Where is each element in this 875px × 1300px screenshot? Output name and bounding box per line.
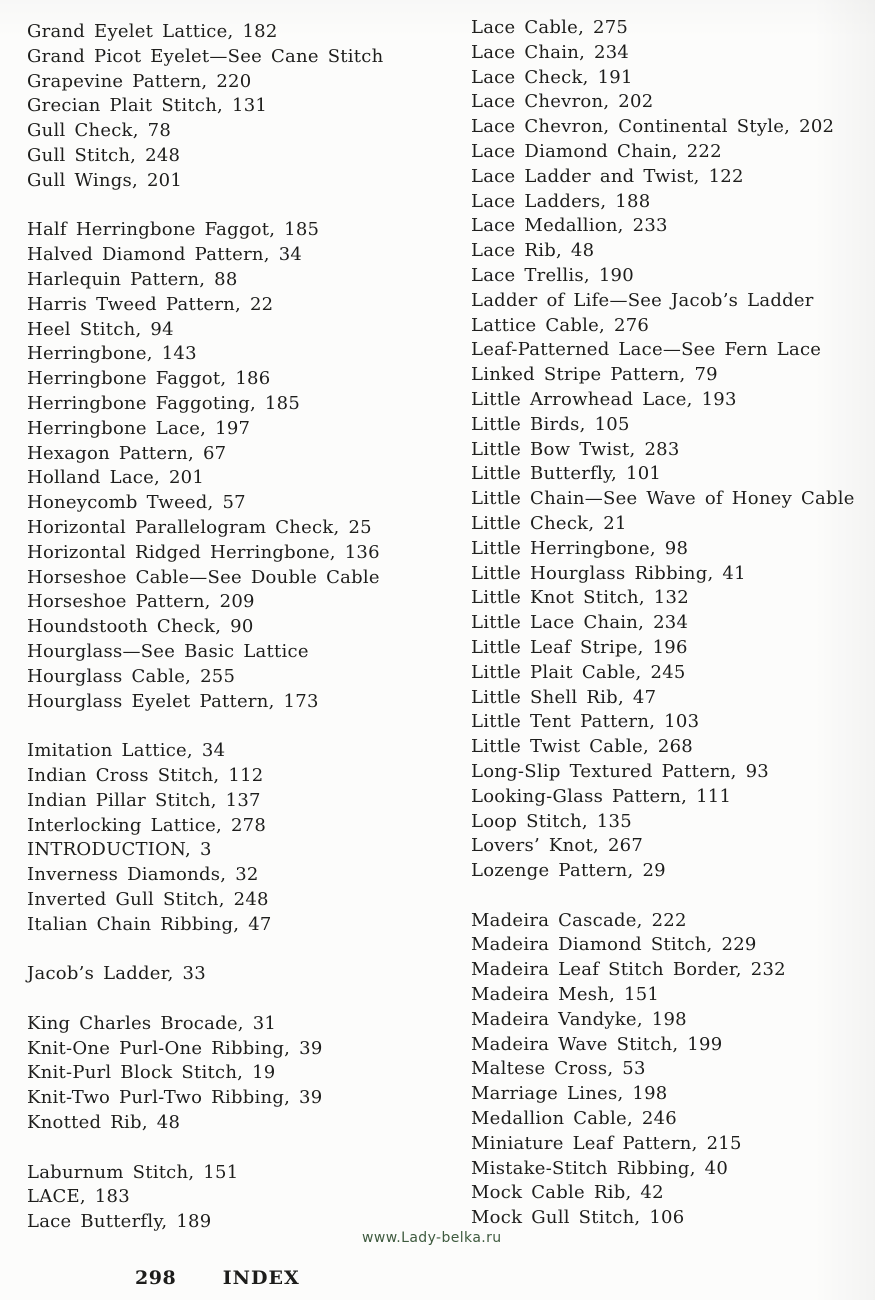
index-entry: Long-Slip Textured Pattern, 93 (471, 760, 770, 782)
index-entry: Little Twist Cable, 268 (471, 736, 694, 758)
index-group-gap (471, 884, 855, 909)
index-entry: Little Bow Twist, 283 (471, 438, 680, 460)
index-entry: Maltese Cross, 53 (471, 1058, 646, 1080)
index-entry: Little Arrowhead Lace, 193 (471, 388, 737, 410)
index-entry: Lovers’ Knot, 267 (471, 835, 644, 857)
index-entry: Horizontal Parallelogram Check, 25 (27, 516, 372, 538)
index-entry: Lace Chevron, Continental Style, 202 (471, 116, 835, 138)
index-entry: Looking-Glass Pattern, 111 (471, 785, 732, 807)
index-entry: Herringbone Faggoting, 185 (27, 392, 301, 414)
index-entry: Little Check, 21 (471, 512, 627, 534)
index-entry: Little Hourglass Ribbing, 41 (471, 562, 746, 584)
index-entry: Inverted Gull Stitch, 248 (27, 888, 269, 910)
index-entry: Interlocking Lattice, 278 (27, 814, 267, 836)
index-entry: King Charles Brocade, 31 (27, 1012, 277, 1034)
index-entry: Indian Cross Stitch, 112 (27, 764, 264, 786)
index-entry: Inverness Diamonds, 32 (27, 864, 259, 886)
index-entry: Mistake-Stitch Ribbing, 40 (471, 1157, 729, 1179)
index-entry: Medallion Cable, 246 (471, 1108, 677, 1130)
index-entry: Little Butterfly, 101 (471, 463, 662, 485)
index-entry: Italian Chain Ribbing, 47 (27, 913, 272, 935)
index-entry: Knit-Two Purl-Two Ribbing, 39 (27, 1087, 323, 1109)
index-entry: Harris Tweed Pattern, 22 (27, 293, 274, 315)
index-entry: INTRODUCTION, 3 (27, 839, 212, 861)
index-entry: Madeira Mesh, 151 (471, 984, 660, 1006)
index-entry: Gull Wings, 201 (27, 169, 183, 191)
index-entry: Little Knot Stitch, 132 (471, 587, 689, 609)
page-number: 298 (135, 1267, 177, 1289)
index-entry: Half Herringbone Faggot, 185 (27, 219, 320, 241)
index-entry: Mock Cable Rib, 42 (471, 1182, 664, 1204)
index-entry: Lace Cable, 275 (471, 17, 629, 38)
index-entry: Knit-One Purl-One Ribbing, 39 (27, 1037, 323, 1059)
index-entry: Lace Ladders, 188 (471, 190, 651, 212)
index-entry: Lozenge Pattern, 29 (471, 860, 666, 882)
index-entry: Grecian Plait Stitch, 131 (27, 95, 268, 117)
index-heading: INDEX (222, 1267, 300, 1289)
index-entry: Lattice Cable, 276 (471, 314, 650, 336)
index-entry: Harlequin Pattern, 88 (27, 268, 238, 290)
index-entry: Heel Stitch, 94 (27, 318, 174, 340)
index-entry: Houndstooth Check, 90 (27, 616, 254, 638)
index-group-gap (27, 937, 383, 962)
index-entry: Little Plait Cable, 245 (471, 661, 686, 683)
index-entry: Lace Butterfly, 189 (27, 1211, 212, 1233)
index-entry: Imitation Lattice, 34 (27, 740, 226, 762)
index-entry: Hourglass Eyelet Pattern, 173 (27, 690, 319, 712)
index-group-gap (27, 987, 383, 1012)
index-group-gap (27, 194, 383, 219)
index-entry: Little Tent Pattern, 103 (471, 711, 700, 733)
index-entry: Marriage Lines, 198 (471, 1083, 668, 1105)
index-entry: Little Herringbone, 98 (471, 537, 689, 559)
index-entry: Ladder of Life—See Jacob’s Ladder (471, 289, 814, 311)
index-entry: LACE, 183 (27, 1186, 130, 1208)
index-entry: Little Leaf Stripe, 196 (471, 636, 688, 658)
index-entry: Indian Pillar Stitch, 137 (27, 789, 261, 811)
index-entry: Horizontal Ridged Herringbone, 136 (27, 541, 380, 563)
index-entry: Gull Stitch, 248 (27, 144, 181, 166)
index-entry: Grand Picot Eyelet—See Cane Stitch (27, 45, 384, 67)
index-entry: Hexagon Pattern, 67 (27, 442, 227, 464)
index-entry: Herringbone Faggot, 186 (27, 368, 271, 390)
index-group-gap (27, 1136, 383, 1161)
watermark-url-text: www.Lady-belka.ru (362, 1230, 502, 1246)
index-entry: Little Lace Chain, 234 (471, 612, 689, 634)
index-entry: Horseshoe Pattern, 209 (27, 591, 255, 613)
index-entry: Lace Chevron, 202 (471, 91, 654, 113)
index-entry: Halved Diamond Pattern, 34 (27, 244, 303, 266)
index-entry: Gull Check, 78 (27, 120, 172, 142)
index-entry: Knit-Purl Block Stitch, 19 (27, 1062, 276, 1084)
index-entry: Madeira Wave Stitch, 199 (471, 1033, 723, 1055)
index-entry: Lace Check, 191 (471, 66, 633, 88)
index-entry: Lace Rib, 48 (471, 240, 595, 262)
index-entry: Loop Stitch, 135 (471, 810, 632, 832)
index-entry: Knotted Rib, 48 (27, 1112, 181, 1134)
index-entry: Lace Diamond Chain, 222 (471, 140, 722, 162)
index-entry: Lace Trellis, 190 (471, 264, 634, 286)
index-entry: Madeira Cascade, 222 (471, 909, 687, 931)
index-entry: Holland Lace, 201 (27, 467, 205, 489)
index-group-gap (27, 714, 383, 739)
index-entry: Mock Gull Stitch, 106 (471, 1207, 685, 1229)
index-entry: Hourglass Cable, 255 (27, 665, 236, 687)
index-entry: Laburnum Stitch, 151 (27, 1161, 239, 1183)
index-entry: Lace Medallion, 233 (471, 215, 668, 237)
index-entry: Honeycomb Tweed, 57 (27, 492, 246, 514)
index-entry: Miniature Leaf Pattern, 215 (471, 1132, 742, 1154)
index-entry: Madeira Diamond Stitch, 229 (471, 934, 757, 956)
index-entry: Grand Eyelet Lattice, 182 (27, 21, 278, 42)
index-entry: Grapevine Pattern, 220 (27, 70, 252, 92)
index-entry: Little Chain—See Wave of Honey Cable (471, 488, 855, 510)
index-entry: Linked Stripe Pattern, 79 (471, 364, 718, 386)
page-footer (135, 1266, 300, 1290)
index-column-right (471, 16, 855, 1231)
index-entry: Madeira Vandyke, 198 (471, 1008, 687, 1030)
index-entry: Little Birds, 105 (471, 413, 630, 435)
index-entry: Leaf-Patterned Lace—See Fern Lace (471, 339, 822, 361)
index-entry: Jacob’s Ladder, 33 (27, 963, 206, 985)
index-entry: Lace Ladder and Twist, 122 (471, 165, 744, 187)
index-entry: Hourglass—See Basic Lattice (27, 640, 309, 662)
index-entry: Lace Chain, 234 (471, 41, 630, 63)
index-entry: Herringbone Lace, 197 (27, 417, 251, 439)
index-entry: Madeira Leaf Stitch Border, 232 (471, 959, 786, 981)
index-entry: Little Shell Rib, 47 (471, 686, 657, 708)
index-entry: Herringbone, 143 (27, 343, 197, 365)
index-column-left (27, 20, 383, 1235)
index-entry: Horseshoe Cable—See Double Cable (27, 566, 380, 588)
